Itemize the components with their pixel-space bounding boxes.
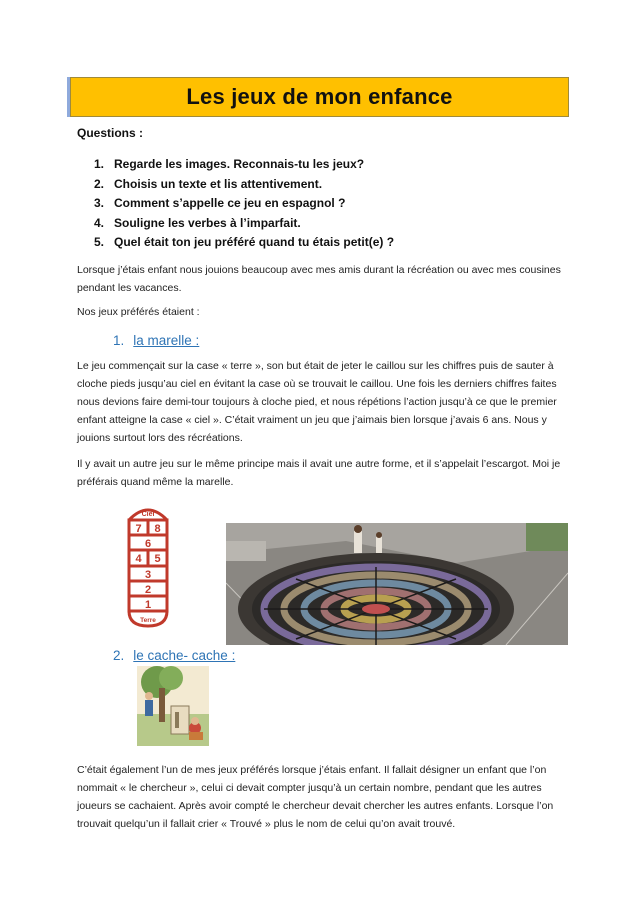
question-text: Quel était ton jeu préféré quand tu étais petit(e) ? bbox=[114, 235, 395, 249]
hopscotch-number-1: 1 bbox=[144, 599, 152, 611]
intro-paragraph: Lorsque j’étais enfant nous jouions beaucoup avec mes amis durant la récréation ou avec mes cousines pendant les vacances. bbox=[77, 264, 561, 294]
hopscotch-number-3: 3 bbox=[144, 569, 152, 581]
favorites-intro: Nos jeux préférés étaient : bbox=[77, 306, 200, 318]
hopscotch-number-4: 4 bbox=[135, 553, 142, 565]
marelle-paragraph: Le jeu commençait sur la case « terre », son but était de jeter le caillou sur les chiffres puis de sauter à cloche pieds jusqu’au ciel en évitant la case où se trouvait le caillou. Une fois les derniers chiffres faites nous devions faire demi-tour toujours à cloche pied, et nous répétions l’action jusqu’à ce que le premier enfant atteigne la case « ciel ». C’était vraiment un jeu que j’aimais bien lorsque j’avais 6 ans. Nous y jouions surtout lors des récréations. bbox=[77, 360, 557, 444]
question-item bbox=[94, 214, 394, 234]
section-heading-marelle bbox=[113, 333, 199, 348]
escargot-paragraph: Il y avait un autre jeu sur le même principe mais il avait une autre forme, et il s’appelait l’escargot. Moi je préférais quand même la marelle. bbox=[77, 458, 561, 488]
cache-cache-illustration bbox=[137, 666, 209, 746]
question-number: 3. bbox=[94, 196, 105, 210]
section-number: 1. bbox=[113, 333, 125, 348]
question-number: 2. bbox=[94, 176, 105, 191]
hopscotch-diagram bbox=[120, 502, 176, 628]
hopscotch-number-7: 7 bbox=[135, 523, 142, 535]
question-text: Comment s’appelle ce jeu en espagnol ? bbox=[114, 196, 346, 210]
question-text: Souligne les verbes à l’imparfait. bbox=[114, 215, 301, 230]
title-banner bbox=[70, 77, 569, 117]
hopscotch-number-5: 5 bbox=[154, 553, 161, 565]
hopscotch-number-6: 6 bbox=[144, 538, 152, 550]
question-text: Regarde les images. Reconnais-tu les jeux? bbox=[114, 157, 365, 171]
section-label: le cache- cache : bbox=[133, 648, 236, 663]
question-item bbox=[94, 155, 394, 175]
question-item bbox=[94, 233, 394, 253]
question-item bbox=[94, 175, 394, 195]
hopscotch-terre-label: Terre bbox=[140, 617, 156, 624]
hopscotch-ciel-label: Ciel bbox=[141, 511, 155, 518]
question-item bbox=[94, 194, 394, 214]
hopscotch-number-8: 8 bbox=[154, 523, 161, 535]
questions-list bbox=[94, 155, 394, 253]
escargot-photo bbox=[226, 523, 568, 645]
question-number: 4. bbox=[94, 215, 105, 230]
cache-cache-paragraph: C’était également l’un de mes jeux préférés lorsque j’étais enfant. Il fallait désigner un enfant que l’on nommait « le chercheur », celui ci devait compter jusqu’à un certain nombre, pendant que les autres joueurs se cachaient. Après avoir compté le chercheur devait chercher les autres enfants. Lorsque l’on trouvait quelqu’un il fallait crier « Trouvé » plus le nom de celui qu’on avait trouvé. bbox=[77, 764, 554, 830]
page-title: Les jeux de mon enfance bbox=[186, 84, 453, 109]
question-number: 1. bbox=[94, 157, 105, 171]
section-number: 2. bbox=[113, 648, 125, 663]
hopscotch-number-2: 2 bbox=[144, 584, 152, 596]
question-number: 5. bbox=[94, 235, 105, 249]
question-text: Choisis un texte et lis attentivement. bbox=[114, 176, 323, 191]
section-label: la marelle : bbox=[133, 333, 200, 348]
questions-label: Questions : bbox=[77, 126, 144, 140]
section-heading-cache-cache bbox=[113, 648, 235, 663]
